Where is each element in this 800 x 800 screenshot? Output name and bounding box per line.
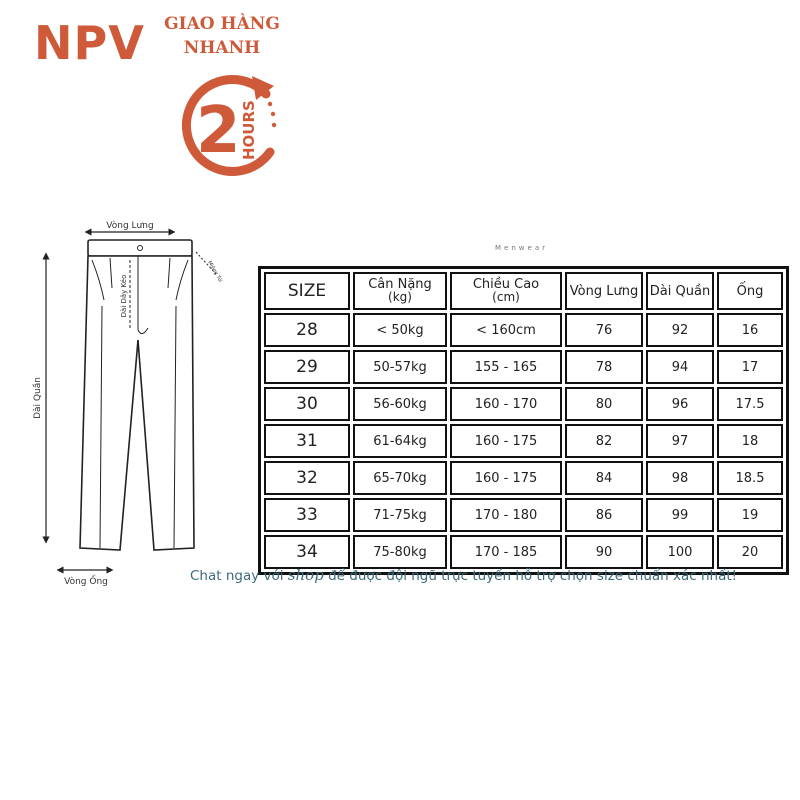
header-height: Chiều Cao (cm): [450, 272, 562, 310]
cell-size: 28: [264, 313, 350, 347]
delivery-number: 2: [196, 94, 241, 168]
cell-length: 100: [646, 535, 714, 569]
chat-shop-word: shop: [287, 566, 324, 584]
cell-height: 170 - 180: [450, 498, 562, 532]
cell-hem: 18: [717, 424, 783, 458]
cell-waist: 90: [565, 535, 643, 569]
header-waist: Vòng Lưng: [565, 272, 643, 310]
cell-length: 96: [646, 387, 714, 421]
cell-height: 160 - 170: [450, 387, 562, 421]
cell-weight: 61-64kg: [353, 424, 447, 458]
chat-text-after: để được đội ngũ trực tuyến hỗ trợ chọn size chuẩn xác nhất!: [323, 568, 738, 584]
table-row: [264, 387, 783, 421]
hem-label: Vòng Ống: [64, 577, 108, 587]
zipper-label: Dài Dây Kéo: [120, 274, 128, 318]
cell-height: 170 - 185: [450, 535, 562, 569]
table-row: [264, 313, 783, 347]
cell-size: 31: [264, 424, 350, 458]
table-row: [264, 424, 783, 458]
delivery-line-1: GIAO HÀNG: [164, 14, 280, 34]
chat-text-before: Chat ngay với: [190, 568, 288, 584]
delivery-unit: HOURS: [240, 100, 258, 160]
header-size: SIZE: [264, 272, 350, 310]
cell-size: 33: [264, 498, 350, 532]
cell-weight: 56-60kg: [353, 387, 447, 421]
cell-hem: 17.5: [717, 387, 783, 421]
cell-hem: 19: [717, 498, 783, 532]
cell-height: 155 - 165: [450, 350, 562, 384]
chat-invitation: [190, 566, 737, 584]
cell-length: 97: [646, 424, 714, 458]
cell-waist: 78: [565, 350, 643, 384]
length-label: Dài Quần: [33, 377, 43, 419]
table-row: [264, 498, 783, 532]
brand-logo-text: NPV: [34, 16, 145, 70]
cell-waist: 80: [565, 387, 643, 421]
cell-waist: 82: [565, 424, 643, 458]
trousers-diagram: [30, 210, 230, 590]
cell-weight: 75-80kg: [353, 535, 447, 569]
two-hours-badge-icon: [166, 70, 286, 182]
cell-height: < 160cm: [450, 313, 562, 347]
cell-waist: 84: [565, 461, 643, 495]
cell-length: 98: [646, 461, 714, 495]
table-header-row: [264, 272, 783, 310]
cell-waist: 76: [565, 313, 643, 347]
table-row: [264, 535, 783, 569]
table-brand: Menwear: [495, 244, 548, 252]
cell-size: 29: [264, 350, 350, 384]
header-hem: Ống: [717, 272, 783, 310]
pocket-label: Miệng Túi: [206, 260, 224, 284]
cell-weight: 71-75kg: [353, 498, 447, 532]
delivery-line-2: NHANH: [183, 38, 261, 58]
cell-length: 94: [646, 350, 714, 384]
cell-height: 160 - 175: [450, 461, 562, 495]
header-weight: Cân Nặng (kg): [353, 272, 447, 310]
cell-hem: 16: [717, 313, 783, 347]
cell-length: 92: [646, 313, 714, 347]
cell-weight: 65-70kg: [353, 461, 447, 495]
table-row: [264, 350, 783, 384]
cell-hem: 17: [717, 350, 783, 384]
cell-size: 34: [264, 535, 350, 569]
cell-waist: 86: [565, 498, 643, 532]
cell-hem: 20: [717, 535, 783, 569]
size-chart-table: [258, 266, 789, 575]
cell-size: 32: [264, 461, 350, 495]
table-row: [264, 461, 783, 495]
cell-height: 160 - 175: [450, 424, 562, 458]
cell-hem: 18.5: [717, 461, 783, 495]
cell-weight: 50-57kg: [353, 350, 447, 384]
delivery-title: [152, 12, 292, 60]
header-length: Dài Quần: [646, 272, 714, 310]
cell-length: 99: [646, 498, 714, 532]
cell-weight: < 50kg: [353, 313, 447, 347]
waist-label: Vòng Lưng: [106, 221, 154, 231]
cell-size: 30: [264, 387, 350, 421]
